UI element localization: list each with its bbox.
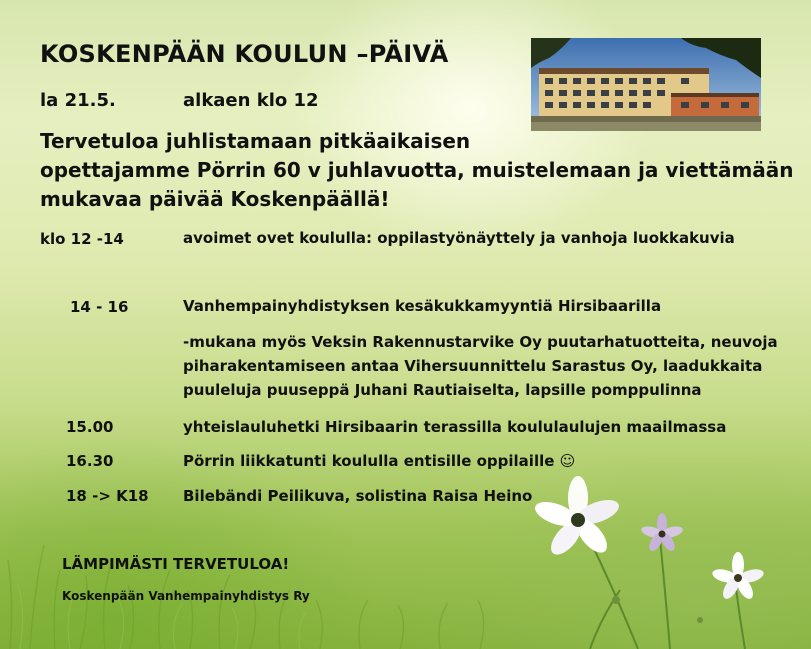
closing-greeting: LÄMPIMÄSTI TERVETULOA! — [62, 555, 290, 573]
page-title: KOSKENPÄÄN KOULUN –PÄIVÄ — [40, 40, 449, 68]
schedule-time: 16.30 — [66, 452, 114, 470]
organizer-name: Koskenpään Vanhempainyhdistys Ry — [62, 589, 310, 603]
schedule-description: piharakentamiseen antaa Vihersuunnittelu Sarastus Oy, laadukkaita — [183, 357, 763, 375]
cosmos-flowers — [520, 470, 811, 649]
schedule-description: Bilebändi Peilikuva, solistina Raisa Heino — [183, 487, 533, 505]
schedule-description: puuleluja puuseppä Juhani Rautiaiselta, lapsille pomppulinna — [183, 381, 702, 399]
schedule-time: klo 12 -14 — [40, 230, 124, 248]
intro-line: mukavaa päivää Koskenpäällä! — [40, 187, 390, 211]
intro-line: Tervetuloa juhlistamaan pitkäaikaisen — [40, 129, 471, 153]
schedule-description: avoimet ovet koululla: oppilastyönäyttely ja vanhoja luokkakuvia — [183, 229, 735, 247]
event-start-time: alkaen klo 12 — [183, 90, 319, 111]
intro-text — [40, 127, 794, 214]
schedule-description: Vanhempainyhdistyksen kesäkukkamyyntiä Hirsibaarilla — [183, 297, 662, 315]
schedule-description: Pörrin liikkatunti koululla entisille oppilaille ☺ — [183, 452, 576, 470]
intro-line: opettajamme Pörrin 60 v juhlavuotta, muistelemaan ja viettämään — [40, 158, 794, 182]
schedule-time: 15.00 — [66, 418, 114, 436]
school-building-photo — [531, 38, 761, 131]
schedule-time: 18 -> K18 — [66, 487, 149, 505]
event-date: la 21.5. — [40, 90, 116, 111]
schedule-description: yhteislauluhetki Hirsibaarin terassilla koululaulujen maailmassa — [183, 418, 727, 436]
schedule-description: -mukana myös Veksin Rakennustarvike Oy puutarhatuotteita, neuvoja — [183, 333, 778, 351]
schedule-time: 14 - 16 — [70, 298, 129, 316]
